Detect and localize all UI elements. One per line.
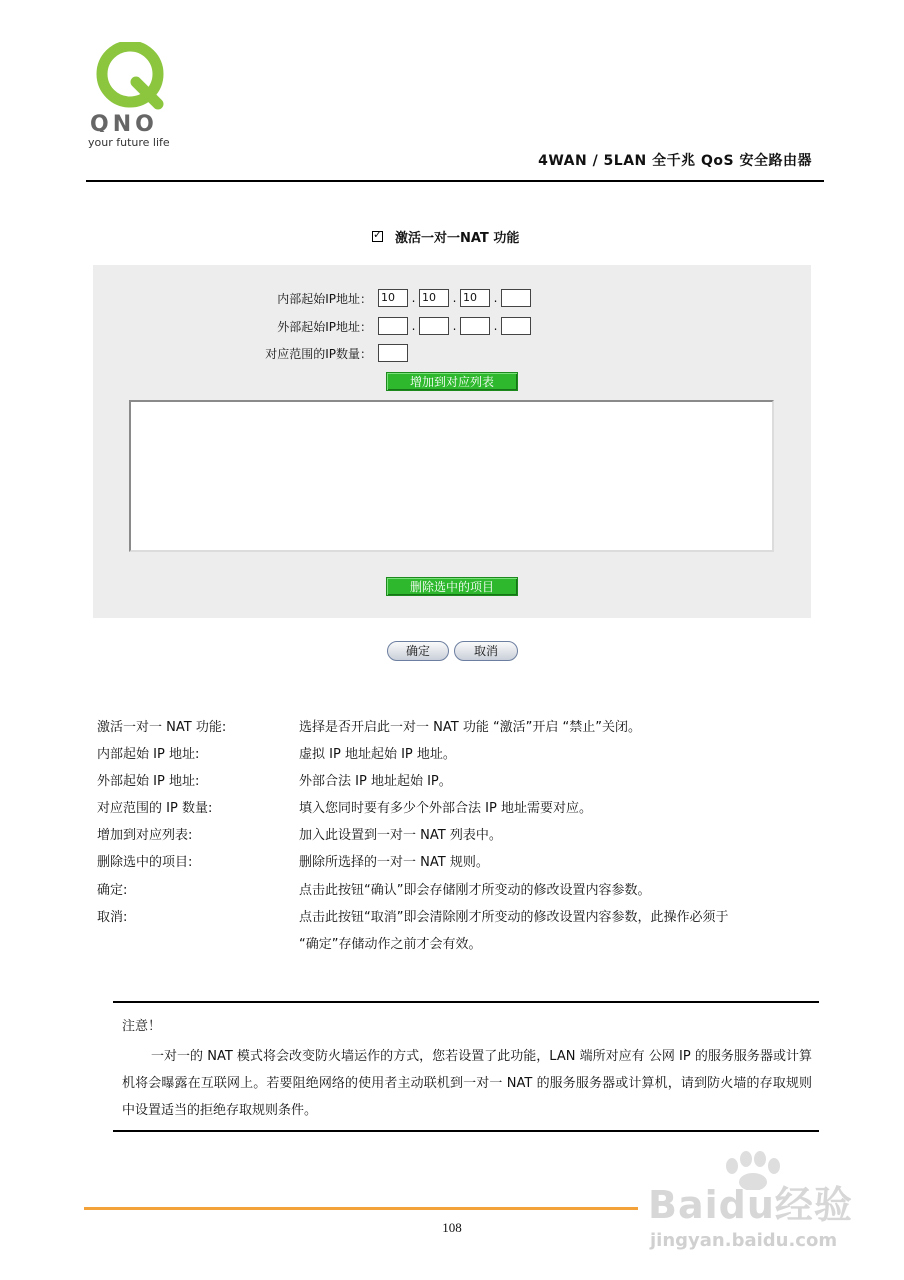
desc-definition: 选择是否开启此一对一 NAT 功能 “激活”开启 “禁止”关闭。 [299, 720, 642, 735]
footer-divider [84, 1207, 638, 1210]
internal-ip-octet-4[interactable] [501, 289, 531, 307]
ip-dot: . [452, 291, 457, 305]
desc-term: 内部起始 IP 地址: [97, 747, 200, 762]
watermark-url: jingyan.baidu.com [650, 1230, 838, 1251]
ip-dot: . [452, 319, 457, 333]
desc-definition: 点击此按钮“取消”即会清除刚才所变动的修改设置内容参数，此操作必须于 [299, 910, 729, 925]
desc-definition: 加入此设置到一对一 NAT 列表中。 [299, 828, 502, 843]
enable-nat-checkbox[interactable] [372, 231, 383, 242]
external-ip-row [93, 317, 531, 335]
internal-ip-octet-2[interactable]: 10 [419, 289, 449, 307]
ok-button[interactable]: 确定 [387, 641, 449, 661]
qno-logo [88, 42, 188, 152]
desc-term: 激活一对一 NAT 功能: [97, 720, 227, 735]
qno-logo-text: QNO [90, 112, 158, 132]
desc-term: 确定: [97, 883, 128, 898]
internal-ip-octet-3[interactable]: 10 [460, 289, 490, 307]
enable-nat-row[interactable] [372, 227, 519, 246]
internal-ip-row [93, 289, 531, 307]
internal-ip-label: 内部起始IP地址： [277, 291, 372, 306]
external-ip-label: 外部起始IP地址： [277, 319, 372, 334]
product-title: 4WAN / 5LAN 全千兆 QoS 安全路由器 [538, 153, 812, 169]
desc-definition: 填入您同时要有多少个外部合法 IP 地址需要对应。 [299, 801, 592, 816]
baidu-watermark [640, 1150, 860, 1270]
nat-mapping-list[interactable] [129, 400, 774, 552]
desc-definition: 删除所选择的一对一 NAT 规则。 [299, 855, 489, 870]
ip-range-row [93, 344, 408, 362]
desc-definition: 点击此按钮“确认”即会存储刚才所变动的修改设置内容参数。 [299, 883, 651, 898]
ip-dot: . [493, 319, 498, 333]
desc-term: 删除选中的项目: [97, 855, 193, 870]
ip-dot: . [411, 319, 416, 333]
enable-nat-label: 激活一对一NAT 功能 [395, 231, 520, 246]
desc-definition: 虚拟 IP 地址起始 IP 地址。 [299, 747, 456, 762]
note-title: 注意！ [122, 1019, 162, 1034]
qno-logo-mark [88, 42, 188, 132]
cancel-button[interactable]: 取消 [454, 641, 518, 661]
ip-range-input[interactable] [378, 344, 408, 362]
external-ip-octet-3[interactable] [460, 317, 490, 335]
external-ip-octet-2[interactable] [419, 317, 449, 335]
ip-dot: . [493, 291, 498, 305]
external-ip-octet-1[interactable] [378, 317, 408, 335]
header-divider [86, 180, 824, 182]
note-bottom-rule [113, 1130, 819, 1132]
internal-ip-octet-1[interactable]: 10 [378, 289, 408, 307]
desc-term: 外部起始 IP 地址: [97, 774, 200, 789]
note-body: 一对一的 NAT 模式将会改变防火墙运作的方式，您若设置了此功能，LAN 端所对应有 公网 IP 的服务服务器或计算机将会曝露在互联网上。若要阻绝网络的使用者主动联机到一对一 NAT 的服务服务器或计算机，请到防火墙的存取规则中设置适当的拒绝存取规则条件。 [122, 1049, 812, 1118]
ip-dot: . [411, 291, 416, 305]
page-number: 108 [442, 1220, 462, 1235]
add-to-list-button[interactable]: 增加到对应列表 [386, 372, 518, 391]
desc-term: 增加到对应列表: [97, 828, 193, 843]
note-top-rule [113, 1001, 819, 1003]
delete-selected-button[interactable]: 删除选中的项目 [386, 577, 518, 596]
watermark-brand: Baidu经验 [648, 1183, 853, 1227]
ip-range-label: 对应范围的IP数量： [265, 346, 372, 361]
logo-tagline: your future life [88, 136, 170, 149]
desc-term: 取消: [97, 910, 128, 925]
desc-definition: “确定”存储动作之前才会有效。 [299, 937, 482, 952]
desc-term: 对应范围的 IP 数量: [97, 801, 213, 816]
desc-definition: 外部合法 IP 地址起始 IP。 [299, 774, 452, 789]
external-ip-octet-4[interactable] [501, 317, 531, 335]
